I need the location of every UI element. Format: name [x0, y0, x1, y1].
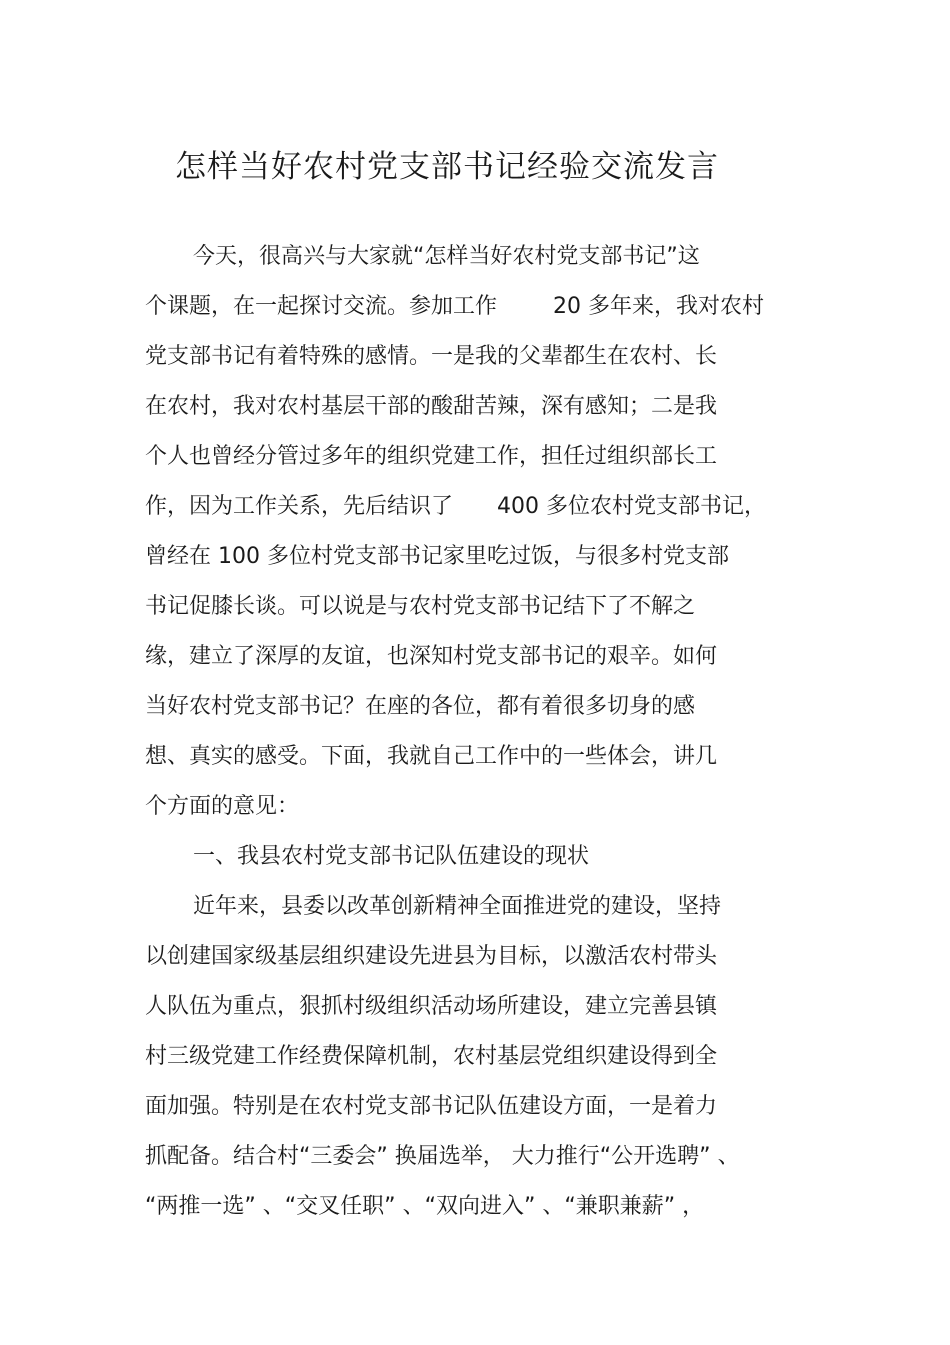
paragraph-line: 在农村，我对农村基层干部的酸甜苦辣，深有感知；二是我 [145, 394, 718, 419]
paragraph-line: 抓配备。结合村“三委会” 换届选举， 大力推行“公开选聘” 、 [145, 1144, 740, 1169]
paragraph-line: 村三级党建工作经费保障机制，农村基层党组织建设得到全 [145, 1044, 718, 1069]
paragraph-line: “两推一选” 、“交叉任职” 、“双向进入” 、“兼职兼薪” ， [145, 1194, 705, 1219]
paragraph-line: 今天，很高兴与大家就“怎样当好农村党支部书记”这 [193, 244, 700, 269]
document-title: 怎样当好农村党支部书记经验交流发言 [175, 148, 719, 185]
paragraph-line [145, 292, 764, 322]
line-segment: 作，因为工作关系，先后结识了 [145, 494, 454, 519]
paragraph-line: 党支部书记有着特殊的感情。一是我的父辈都生在农村、长 [145, 344, 718, 369]
paragraph-line: 曾经在 100 多位村党支部书记家里吃过饭，与很多村党支部 [145, 544, 729, 569]
paragraph-line: 当好农村党支部书记？在座的各位，都有着很多切身的感 [145, 694, 696, 719]
paragraph-line: 个人也曾经分管过多年的组织党建工作，担任过组织部长工 [145, 444, 718, 469]
line-segment: 400 多位农村党支部书记， [497, 494, 767, 519]
paragraph-line: 书记促膝长谈。可以说是与农村党支部书记结下了不解之 [145, 594, 696, 619]
paragraph-line: 缘，建立了深厚的友谊，也深知村党支部书记的艰辛。如何 [145, 644, 718, 669]
paragraph-line: 想、真实的感受。下面，我就自己工作中的一些体会，讲几 [145, 744, 718, 769]
paragraph-line: 面加强。特别是在农村党支部书记队伍建设方面，一是着力 [145, 1094, 718, 1119]
line-segment: 20 多年来，我对农村 [553, 294, 765, 319]
paragraph-line: 近年来，县委以改革创新精神全面推进党的建设，坚持 [193, 894, 722, 919]
paragraph-line [145, 492, 766, 522]
paragraph-line: 以创建国家级基层组织建设先进县为目标，以激活农村带头 [145, 944, 718, 969]
section-heading: 一、我县农村党支部书记队伍建设的现状 [193, 844, 590, 869]
paragraph-line: 人队伍为重点，狠抓村级组织活动场所建设，建立完善县镇 [145, 994, 718, 1019]
paragraph-line: 个方面的意见： [145, 794, 300, 819]
line-segment: 个课题，在一起探讨交流。参加工作 [145, 294, 498, 319]
